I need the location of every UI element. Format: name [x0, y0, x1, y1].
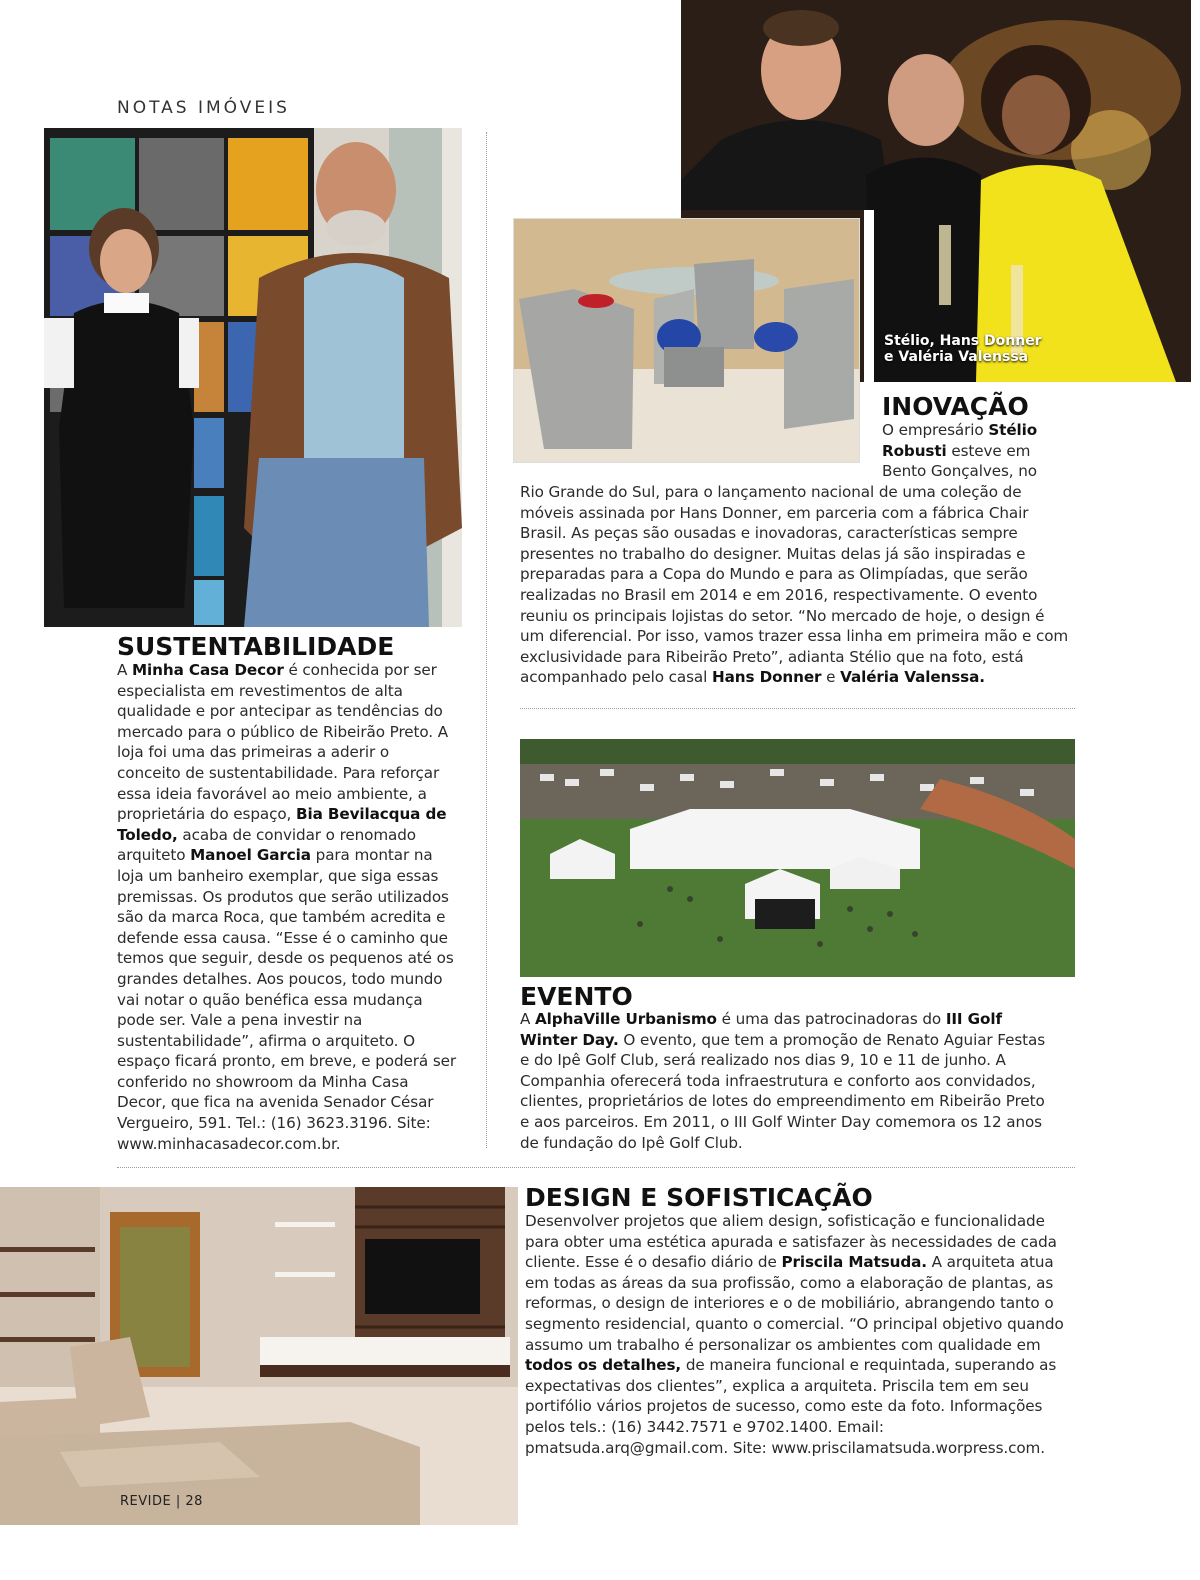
- bold-name: AlphaVille Urbanismo: [535, 1010, 717, 1028]
- bold-name: Priscila Matsuda.: [781, 1253, 927, 1272]
- page-number: 28: [185, 1494, 203, 1509]
- photo-frame-edge: [864, 210, 874, 385]
- photo-caption: [884, 333, 1042, 365]
- bold-name: Bia Bevilacqua de Toledo,: [117, 805, 447, 844]
- page-footer: [120, 1494, 203, 1509]
- caption-line-2: e Valéria Valenssa: [884, 349, 1029, 365]
- photo-living-room: [0, 1187, 518, 1525]
- evento-body: A AlphaVille Urbanismo é uma das patrocinadoras do III Golf Winter Day. O evento, que tem a promoção de Renato Aguiar Festas e do Ipê Golf Club, será realizado nos dias 9, 10 e 11 de junho. A Companhia oferecerá toda infraestrutura e conforto aos convidados, clientes, proprietários de lotes do empreendimento em Ribeirão Preto e aos parceiros. Em 2011, o III Golf Winter Day comemora os 12 anos de fundação do Ipê Golf Club.: [520, 1010, 1046, 1152]
- inovacao-heading: INOVAÇÃO: [882, 392, 1029, 421]
- caption-line-1: Stélio, Hans Donner: [884, 333, 1042, 349]
- section-label: NOTAS IMÓVEIS: [117, 98, 290, 118]
- inovacao-body-top: O empresário Stélio Robusti esteve em Bento Gonçalves, no: [882, 421, 1038, 481]
- footer-separator: |: [175, 1494, 181, 1509]
- inovacao-body: Rio Grande do Sul, para o lançamento nacional de uma coleção de móveis assinada por Hans Donner, em parceria com a fábrica Chair Brasil. As peças são ousadas e inovadoras, características sempre presentes no trabalho do designer. Muitas delas já são inspiradas e preparadas para a Copa do Mundo e para as Olimpíadas, que serão realizadas no Brasil em 2014 e em 2016, respectivamente. O evento reuniu os principais lojistas do setor. “No mercado de hoje, o design é um diferencial. Por isso, vamos trazer essa linha em primeira mão e com exclusividade para Ribeirão Preto”, adianta Stélio que na foto, está acompanhado pelo casal Hans Donner e Valéria Valenssa.: [520, 483, 1069, 687]
- evento-heading: EVENTO: [520, 982, 633, 1011]
- bold-name: Manoel Garcia: [190, 846, 311, 865]
- sustentabilidade-body: A Minha Casa Decor é conhecida por ser especialista em revestimentos de alta qualidade e por antecipar as tendências do mercado para o público de Ribeirão Preto. A loja foi uma das primeiras a aderir o conceito de sustentabilidade. Para reforçar essa ideia favorável ao meio ambiente, a proprietária do espaço, Bia Bevilacqua de Toledo, acaba de convidar o renomado arquiteto Manoel Garcia para montar na loja um banheiro exemplar, que siga essas premissas. Os produtos que serão utilizados são da marca Roca, que também acredita e defende essa causa. “Esse é o caminho que temos que seguir, desde os pequenos até os grandes detalhes. Aos poucos, todo mundo vai notar o quão benéfica essa mudança pode ser. Vale a pena investir na sustentabilidade”, afirma o arquiteto. O espaço ficará pronto, em breve, e poderá ser conferido no showroom da Minha Casa Decor, que fica na avenida Senador César Vergueiro, 591. Tel.: (16) 3623.3196. Site: www.minhacasadecor.com.br.: [117, 661, 457, 1153]
- photo-aerial-tents-golf: [520, 739, 1075, 977]
- photo-couple-mosaic-wall: [44, 128, 462, 627]
- bold-name: III Golf Winter Day.: [520, 1010, 1002, 1049]
- photo-table-chairs: [514, 219, 859, 462]
- sustentabilidade-heading: SUSTENTABILIDADE: [117, 632, 395, 661]
- column-divider: [486, 132, 487, 1148]
- bold-name: Hans Donner: [711, 668, 822, 687]
- section-divider-2: [117, 1167, 1075, 1168]
- section-divider: [520, 708, 1075, 709]
- bold-name: Stélio Robusti: [882, 421, 1038, 460]
- design-heading: DESIGN E SOFISTICAÇÃO: [525, 1183, 873, 1212]
- bold-name: todos os detalhes,: [525, 1356, 682, 1375]
- bold-name: Minha Casa Decor: [132, 661, 284, 679]
- design-body: Desenvolver projetos que aliem design, sofisticação e funcionalidade para obter uma estética apurada e satisfazer às necessidades de cada cliente. Esse é o desafio diário de Priscila Matsuda. A arquiteta atua em todas as áreas da sua profissão, como a elaboração de plantas, as reformas, o design de interiores e o de mobiliário, abrangendo tanto o segmento residencial, quanto o comercial. “O principal objetivo quando assumo um trabalho é personalizar os ambientes com qualidade em todos os detalhes, de maneira funcional e requintada, superando as expectativas dos clientes”, explica a arquiteta. Priscila tem em seu portifólio vários projetos de sucesso, como este da foto. Informações pelos tels.: (16) 3442.7571 e 9702.1400. Email: pmatsuda.arq@gmail.com. Site: www.priscilamatsuda.worpress.com.: [525, 1212, 1064, 1457]
- magazine-name: REVIDE: [120, 1494, 172, 1509]
- bold-name: Valéria Valenssa.: [840, 668, 985, 687]
